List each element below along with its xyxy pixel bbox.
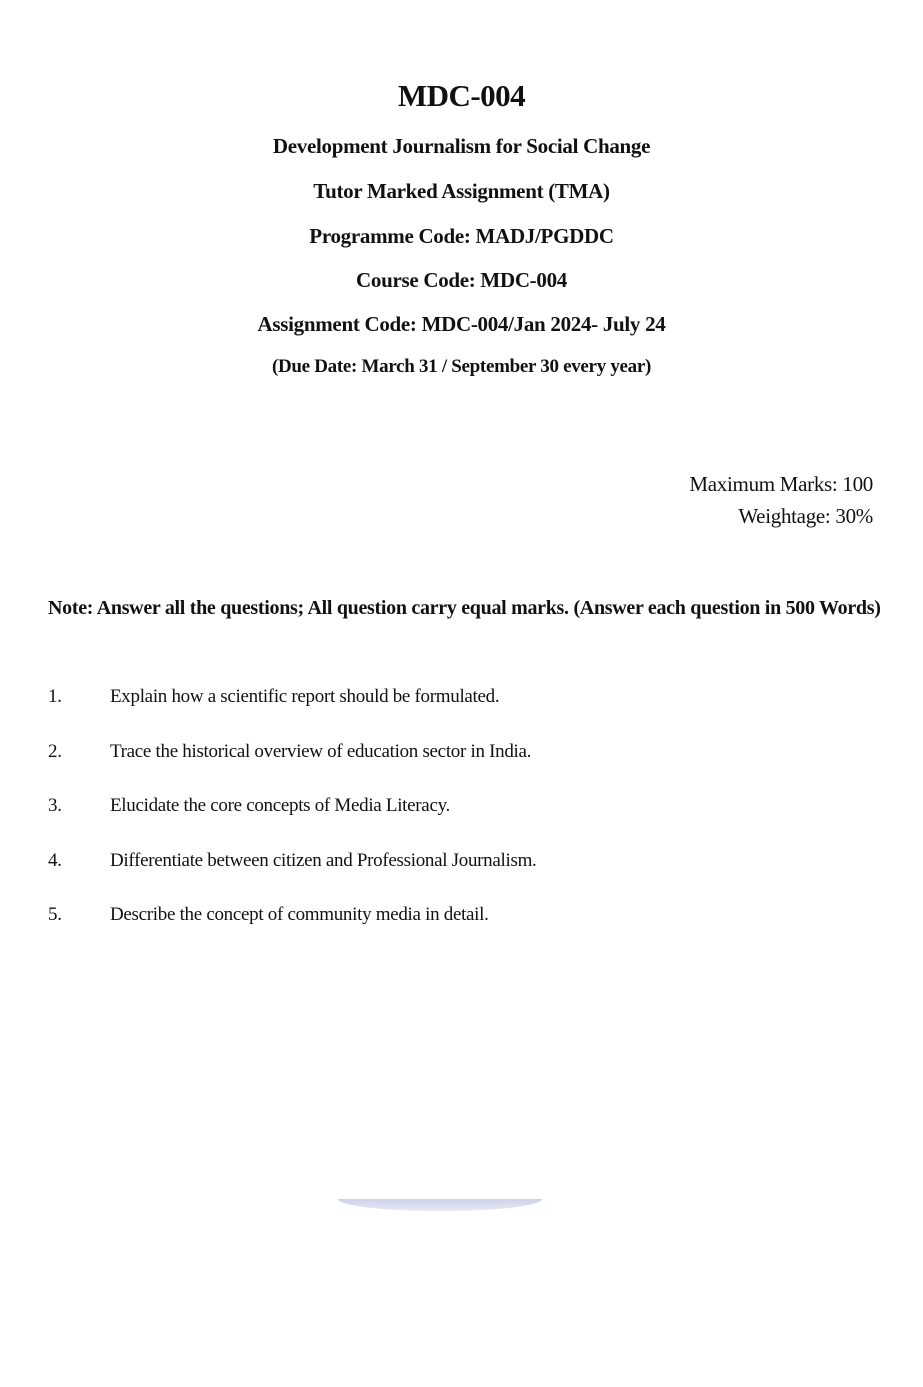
- due-date: (Due Date: March 31 / September 30 every year): [271, 356, 652, 377]
- question-text: Trace the historical overview of education sector in India.: [110, 740, 532, 762]
- question-text: Explain how a scientific report should be formulated.: [110, 686, 500, 707]
- question-text: Differentiate between citizen and Professional Journalism.: [110, 849, 537, 871]
- question-item: [48, 795, 868, 850]
- instructions-note: Note: Answer all the questions; All question carry equal marks. (Answer each question in 500 Words): [48, 597, 881, 619]
- question-text: Elucidate the core concepts of Media Literacy.: [110, 795, 450, 816]
- programme-code: Programme Code: MADJ/PGDDC: [309, 224, 614, 248]
- weightage: Weightage: 30%: [738, 504, 873, 528]
- course-title: Development Journalism for Social Change: [272, 134, 651, 158]
- question-text: Describe the concept of community media in detail.: [110, 904, 489, 925]
- question-number: 5.: [48, 904, 62, 925]
- question-number: 4.: [48, 849, 62, 871]
- document-code-heading: MDC-004: [397, 78, 526, 113]
- question-number: 3.: [48, 795, 62, 816]
- question-item: [48, 686, 868, 741]
- question-list: [48, 686, 868, 959]
- course-code: Course Code: MDC-004: [356, 268, 567, 292]
- question-item: [48, 741, 868, 796]
- question-number: 1.: [48, 686, 62, 707]
- question-item: [48, 850, 868, 905]
- assignment-type: Tutor Marked Assignment (TMA): [313, 179, 610, 203]
- maximum-marks: Maximum Marks: 100: [689, 472, 873, 496]
- question-number: 2.: [48, 740, 62, 762]
- scroll-indicator[interactable]: [338, 1199, 542, 1211]
- assignment-code: Assignment Code: MDC-004/Jan 2024- July 24: [257, 312, 666, 336]
- question-item: [48, 904, 868, 959]
